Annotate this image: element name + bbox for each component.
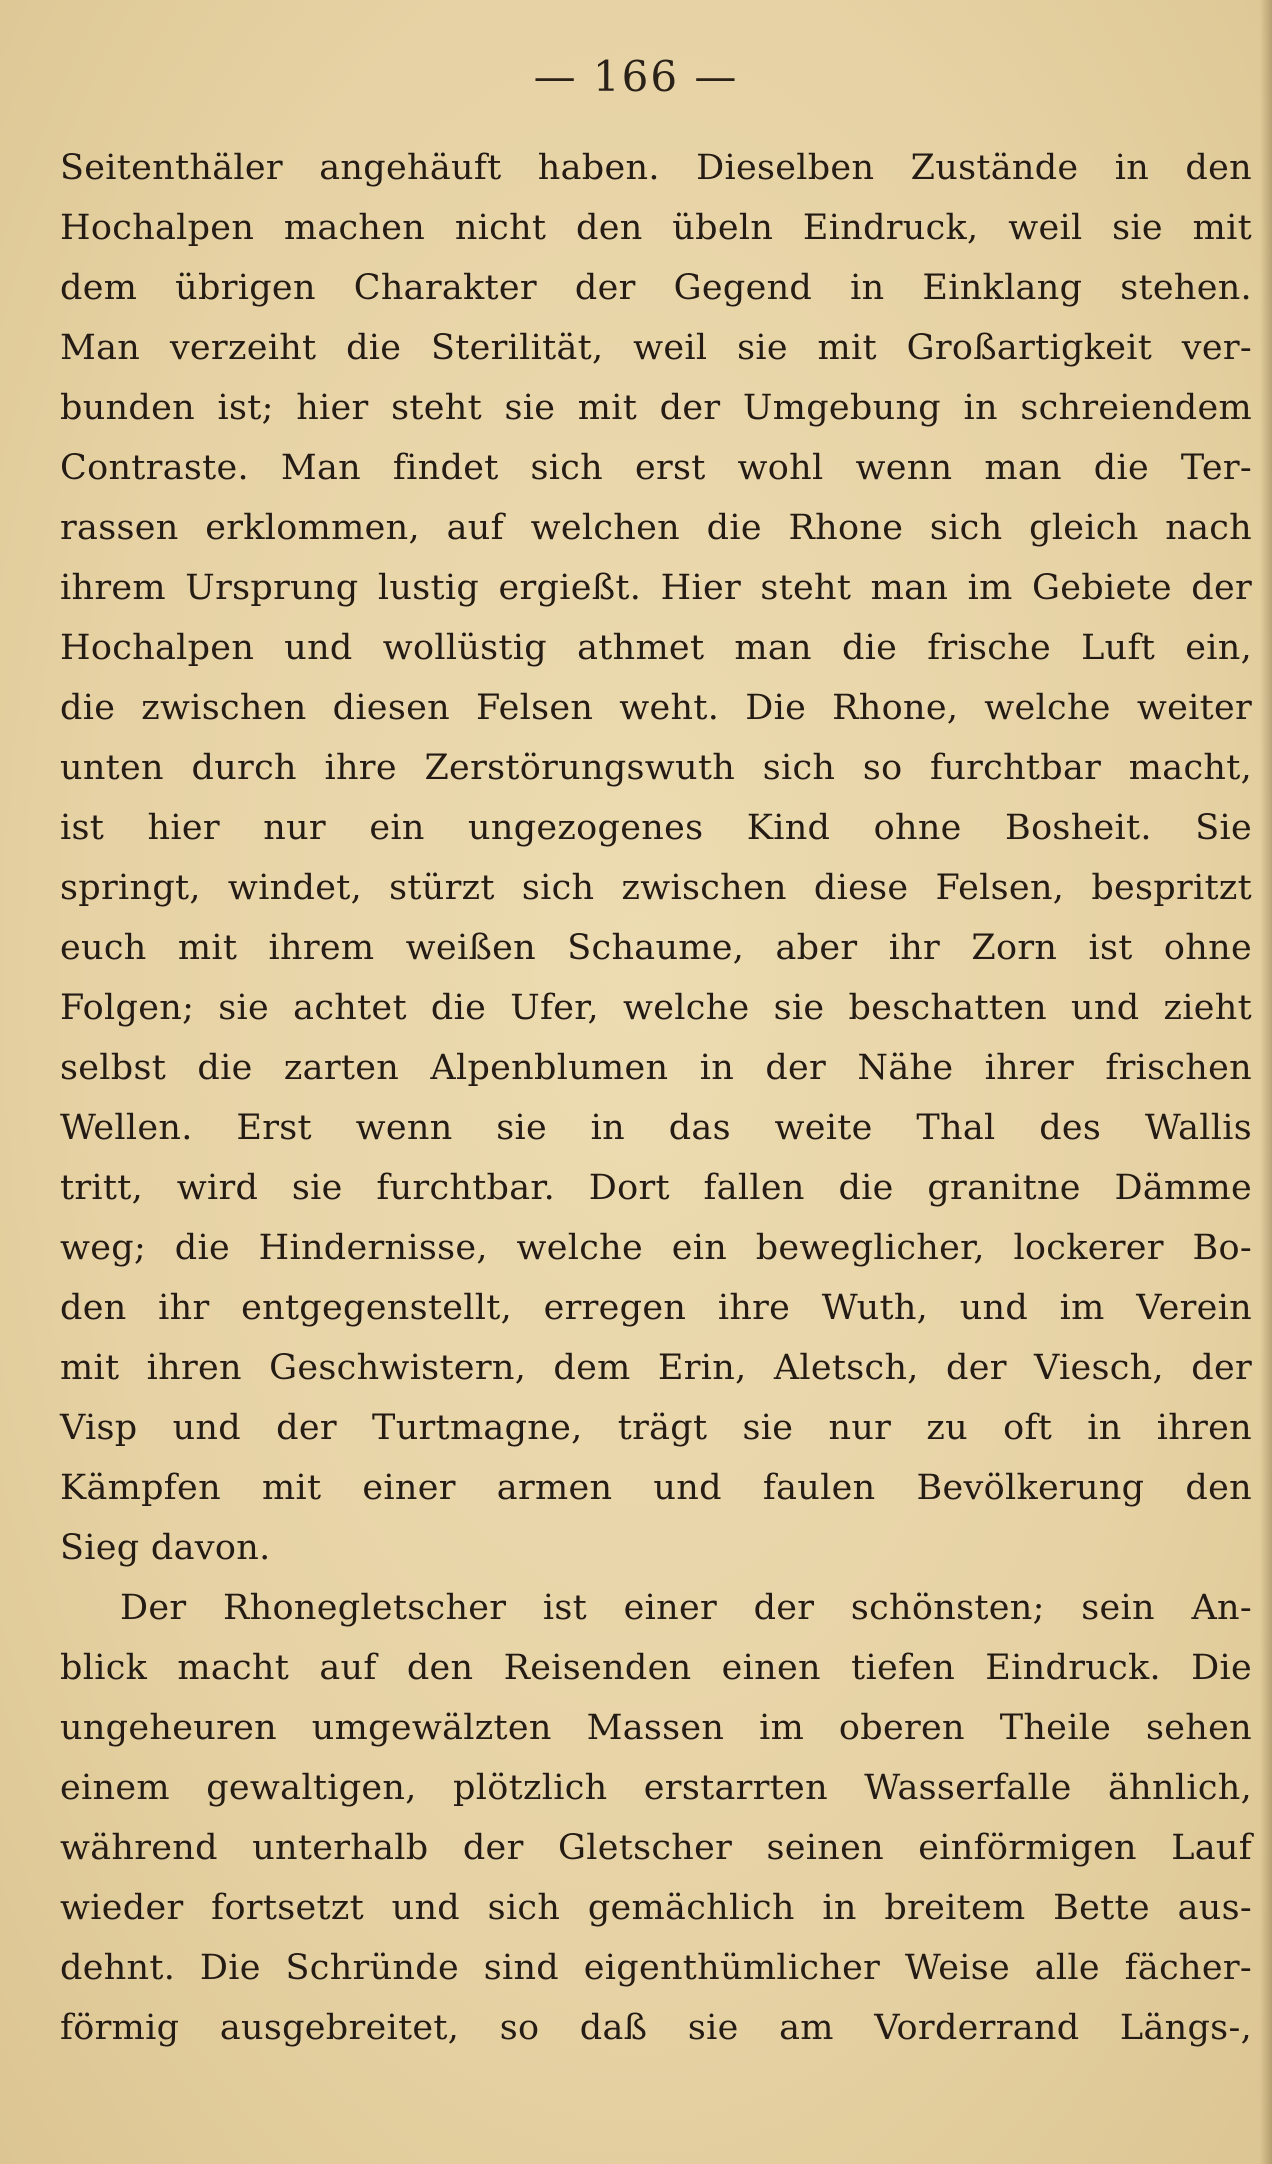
text-line: Wellen. Erst wenn sie in das weite Thal des Wallis [60,1108,1252,1148]
text-line: Kämpfen mit einer armen und faulen Bevölkerung den [60,1468,1252,1508]
text-line: ungeheuren umgewälzten Massen im oberen Theile sehen [60,1708,1252,1748]
text-line: förmig ausgebreitet, so daß sie am Vorderrand Längs-, [60,2008,1252,2048]
text-line: Der Rhonegletscher ist einer der schönsten; sein An- [120,1588,1252,1628]
text-line: ihrem Ursprung lustig ergießt. Hier steht man im Gebiete der [60,568,1252,608]
text-line: selbst die zarten Alpenblumen in der Nähe ihrer frischen [60,1048,1252,1088]
text-line: Sieg davon. [60,1528,271,1568]
text-line: Hochalpen machen nicht den übeln Eindruck, weil sie mit [60,208,1252,248]
text-line: einem gewaltigen, plötzlich erstarrten Wasserfalle ähnlich, [60,1768,1252,1808]
text-line: ist hier nur ein ungezogenes Kind ohne Bosheit. Sie [60,808,1252,848]
text-line: die zwischen diesen Felsen weht. Die Rhone, welche weiter [60,688,1252,728]
text-line: den ihr entgegenstellt, erregen ihre Wuth, und im Verein [60,1288,1252,1328]
text-line: weg; die Hindernisse, welche ein beweglicher, lockerer Bo- [60,1228,1252,1268]
page-number-header: — 166 — [533,52,739,101]
text-line: rassen erklommen, auf welchen die Rhone sich gleich nach [60,508,1252,548]
text-line: während unterhalb der Gletscher seinen einförmigen Lauf [60,1828,1252,1868]
text-line: euch mit ihrem weißen Schaume, aber ihr Zorn ist ohne [60,928,1252,968]
text-line: bunden ist; hier steht sie mit der Umgebung in schreiendem [60,388,1252,428]
text-line: Folgen; sie achtet die Ufer, welche sie beschatten und zieht [60,988,1252,1028]
body-text [60,138,1252,2058]
text-line: Visp und der Turtmagne, trägt sie nur zu oft in ihren [60,1408,1252,1448]
text-line: mit ihren Geschwistern, dem Erin, Aletsch, der Viesch, der [60,1348,1252,1388]
text-line: dem übrigen Charakter der Gegend in Einklang stehen. [60,268,1252,308]
text-line: Man verzeiht die Sterilität, weil sie mit Großartigkeit ver- [60,328,1252,368]
text-line: blick macht auf den Reisenden einen tiefen Eindruck. Die [60,1648,1252,1688]
text-line: Seitenthäler angehäuft haben. Dieselben Zustände in den [60,148,1252,188]
text-line: Contraste. Man findet sich erst wohl wenn man die Ter- [60,448,1252,488]
text-line: tritt, wird sie furchtbar. Dort fallen die granitne Dämme [60,1168,1252,1208]
text-line: springt, windet, stürzt sich zwischen diese Felsen, bespritzt [60,868,1252,908]
text-line: Hochalpen und wollüstig athmet man die frische Luft ein, [60,628,1252,668]
text-line: unten durch ihre Zerstörungswuth sich so furchtbar macht, [60,748,1252,788]
page-edge-shadow [1260,0,1272,2164]
text-line: wieder fortsetzt und sich gemächlich in breitem Bette aus- [60,1888,1252,1928]
text-line: dehnt. Die Schründe sind eigenthümlicher Weise alle fächer- [60,1948,1252,1988]
